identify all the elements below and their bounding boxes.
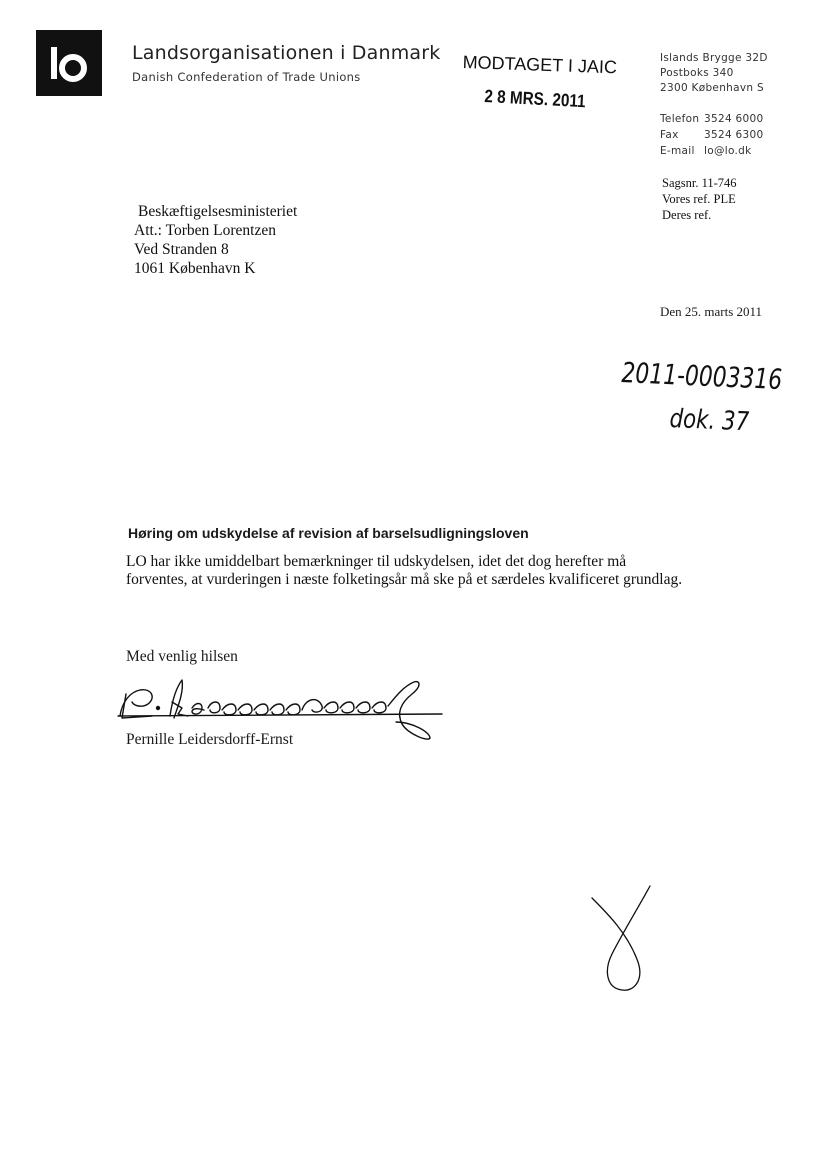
letter-date: Den 25. marts 2011 (660, 304, 763, 319)
letter-subject: Høring om udskydelse af revision af barselsudligningsloven (128, 525, 529, 541)
handwritten-mark (588, 884, 658, 999)
recipient-attn: Att.: Torben Lorentzen (134, 222, 276, 239)
fax-label: Fax (660, 129, 679, 141)
handwritten-document-number: dok. 37 (669, 404, 750, 438)
phone-label: Telefon (660, 113, 700, 125)
organization-name: Landsorganisationen i Danmark (132, 42, 441, 64)
email-label: E-mail (660, 145, 695, 157)
phone-number: 3524 6000 (704, 113, 764, 125)
email-row (660, 145, 751, 157)
recipient-name: Beskæftigelsesministeriet (138, 203, 298, 220)
case-number: Sagsnr. 11-746 (662, 176, 737, 190)
your-reference: Deres ref. (662, 208, 712, 222)
received-stamp-date: 2 8 MRS. 2011 (483, 86, 587, 112)
recipient-street: Ved Stranden 8 (134, 241, 229, 258)
letter-body: LO har ikke umiddelbart bemærkninger til udskydelsen, idet det dog herefter må forventes, at vurderingen i næste folketingsår må ske på et særdeles kvalificeret grundlag. (126, 553, 683, 588)
signatory-name: Pernille Leidersdorff-Ernst (126, 731, 294, 748)
phone-row (660, 113, 763, 125)
lo-logo (36, 30, 102, 96)
sender-city: 2300 København S (660, 82, 764, 94)
recipient-city: 1061 København K (134, 260, 256, 277)
fax-row (660, 129, 763, 141)
email-address: lo@lo.dk (704, 145, 752, 157)
fax-number: 3524 6300 (704, 129, 764, 141)
sender-pobox: Postboks 340 (660, 67, 734, 79)
sender-street: Islands Brygge 32D (660, 52, 768, 64)
received-stamp-label: MODTAGET I JAIC (462, 52, 618, 78)
letter-closing: Med venlig hilsen (126, 648, 238, 665)
handwritten-journal-number: 2011-0003316 (621, 356, 783, 397)
organization-name-english: Danish Confederation of Trade Unions (132, 70, 361, 84)
our-reference: Vores ref. PLE (662, 192, 736, 206)
